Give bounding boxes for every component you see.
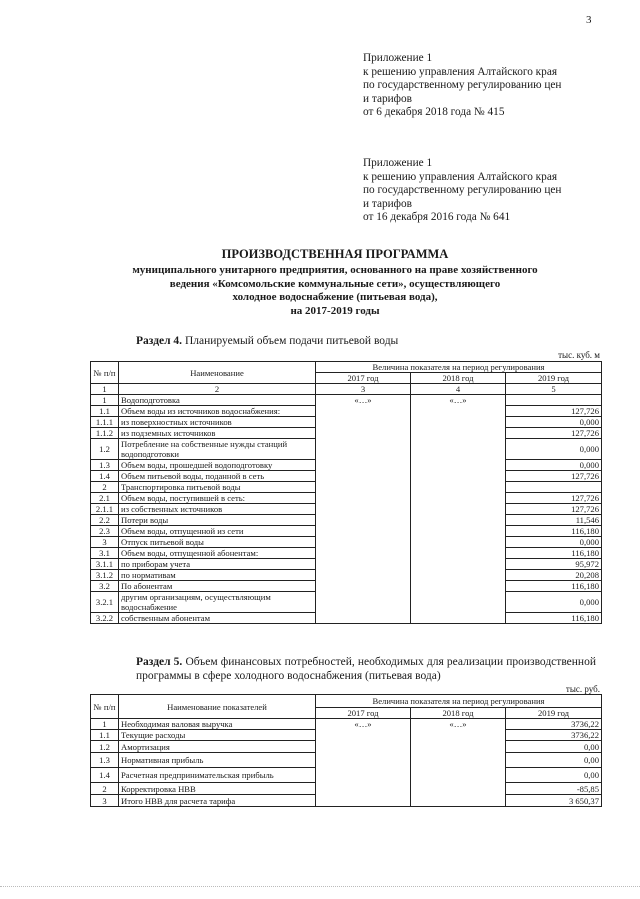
row-number: 1.3 bbox=[91, 753, 119, 768]
row-number: 1.2 bbox=[91, 741, 119, 753]
appendix-block-previous bbox=[363, 157, 561, 225]
row-number: 1.1.1 bbox=[91, 417, 119, 428]
row-name: Объем воды из источников водоснабжения: bbox=[119, 406, 316, 417]
appendix-line: к решению управления Алтайского края bbox=[363, 170, 558, 183]
appendix-line: от 16 декабря 2016 года № 641 bbox=[363, 211, 511, 224]
appendix-line: по государственному регулированию цен bbox=[363, 184, 562, 197]
value-2019: 127,726 bbox=[506, 406, 602, 417]
header-year-2017: 2017 год bbox=[316, 708, 411, 719]
row-name: Объем питьевой воды, поданной в сеть bbox=[119, 471, 316, 482]
value-2019: 127,726 bbox=[506, 471, 602, 482]
subtitle-line: холодное водоснабжение (питьевая вода), bbox=[232, 291, 438, 303]
row-name: из поверхностных источников bbox=[119, 417, 316, 428]
section5-title: Объем финансовых потребностей, необходимых для реализации производственной программы в сфере холодного водоснабжения (питьевая вода) bbox=[136, 656, 596, 682]
colnum: 2 bbox=[119, 384, 316, 395]
row-name: По абонентам bbox=[119, 581, 316, 592]
section5-label: Раздел 5. bbox=[136, 656, 183, 668]
value-2019: 127,726 bbox=[506, 428, 602, 439]
colnum: 3 bbox=[316, 384, 411, 395]
value-2019: 116,180 bbox=[506, 548, 602, 559]
value-2019: 0,00 bbox=[506, 741, 602, 753]
row-number: 1.1 bbox=[91, 406, 119, 417]
row-number: 1.4 bbox=[91, 768, 119, 783]
header-year-2019: 2019 год bbox=[506, 708, 602, 719]
row-number: 2.3 bbox=[91, 526, 119, 537]
appendix-line: Приложение 1 bbox=[363, 157, 433, 169]
colnum: 4 bbox=[411, 384, 506, 395]
section5-heading bbox=[136, 655, 596, 683]
section4-label: Раздел 4. bbox=[136, 335, 183, 347]
row-number: 3 bbox=[91, 537, 119, 548]
row-number: 3.1 bbox=[91, 548, 119, 559]
header-name: Наименование bbox=[119, 362, 316, 384]
value-2019: -85,85 bbox=[506, 783, 602, 795]
row-number: 1 bbox=[91, 719, 119, 730]
value-2019: 3 650,37 bbox=[506, 795, 602, 807]
value-2018: «…» bbox=[411, 395, 506, 624]
row-name: Корректировка НВВ bbox=[119, 783, 316, 795]
row-name: собственным абонентам bbox=[119, 613, 316, 624]
header-name: Наименование показателей bbox=[119, 695, 316, 719]
row-number: 3.2.1 bbox=[91, 592, 119, 613]
row-name: Объем воды, поступившей в сеть: bbox=[119, 493, 316, 504]
row-name: Объем воды, отпущенной из сети bbox=[119, 526, 316, 537]
section5-table bbox=[90, 694, 602, 807]
colnum: 1 bbox=[91, 384, 119, 395]
value-2019: 0,00 bbox=[506, 768, 602, 783]
value-2017: «…» bbox=[316, 395, 411, 624]
row-number: 3.2 bbox=[91, 581, 119, 592]
value-2019: 116,180 bbox=[506, 613, 602, 624]
value-2019: 0,000 bbox=[506, 417, 602, 428]
value-2019: 116,180 bbox=[506, 581, 602, 592]
document-title: ПРОИЗВОДСТВЕННАЯ ПРОГРАММА bbox=[221, 247, 449, 261]
appendix-line: и тарифов bbox=[363, 92, 412, 105]
row-name: по нормативам bbox=[119, 570, 316, 581]
subtitle-line: муниципального унитарного предприятия, основанного на праве хозяйственного bbox=[132, 264, 538, 276]
row-name: Отпуск питьевой воды bbox=[119, 537, 316, 548]
table-row bbox=[91, 719, 602, 730]
value-2019: 3736,22 bbox=[506, 730, 602, 741]
appendix-line: по государственному регулированию цен bbox=[363, 79, 562, 92]
row-number: 3 bbox=[91, 795, 119, 807]
appendix-line: от 6 декабря 2018 года № 415 bbox=[363, 106, 505, 119]
row-number: 3.2.2 bbox=[91, 613, 119, 624]
header-no: № п/п bbox=[91, 362, 119, 384]
value-2019: 20,208 bbox=[506, 570, 602, 581]
appendix-line: и тарифов bbox=[363, 197, 412, 210]
row-number: 1.1 bbox=[91, 730, 119, 741]
value-2019: 95,972 bbox=[506, 559, 602, 570]
row-name: Потери воды bbox=[119, 515, 316, 526]
row-name: Нормативная прибыль bbox=[119, 753, 316, 768]
section4-table bbox=[90, 361, 602, 624]
row-number: 2 bbox=[91, 783, 119, 795]
header-period: Величина показателя на период регулирования bbox=[316, 695, 602, 708]
value-2017: «…» bbox=[316, 719, 411, 807]
appendix-block-current bbox=[363, 52, 561, 120]
row-name: другим организациям, осуществляющим водоснабжение bbox=[119, 592, 316, 613]
section4-unit: тыс. куб. м bbox=[558, 350, 600, 360]
page-number: 3 bbox=[586, 14, 592, 26]
value-2019: 0,000 bbox=[506, 460, 602, 471]
value-2019 bbox=[506, 395, 602, 406]
page-footer-line bbox=[0, 886, 640, 887]
value-2019 bbox=[506, 482, 602, 493]
value-2019: 127,726 bbox=[506, 504, 602, 515]
subtitle-line: ведения «Комсомольские коммунальные сети», осуществляющего bbox=[169, 277, 501, 290]
value-2019: 0,000 bbox=[506, 537, 602, 548]
row-name: Текущие расходы bbox=[119, 730, 316, 741]
row-name: Итого НВВ для расчета тарифа bbox=[119, 795, 316, 807]
row-name: Необходимая валовая выручка bbox=[119, 719, 316, 730]
value-2019: 11,546 bbox=[506, 515, 602, 526]
value-2019: 0,000 bbox=[506, 439, 602, 460]
row-name: Расчетная предпринимательская прибыль bbox=[119, 768, 316, 783]
appendix-line: к решению управления Алтайского края bbox=[363, 65, 558, 78]
subtitle-line: на 2017-2019 годы bbox=[290, 304, 380, 317]
row-number: 2.2 bbox=[91, 515, 119, 526]
appendix-line: Приложение 1 bbox=[363, 52, 433, 64]
document-subtitle bbox=[70, 264, 600, 318]
row-number: 2.1.1 bbox=[91, 504, 119, 515]
row-name: Объем воды, отпущенной абонентам: bbox=[119, 548, 316, 559]
row-name: Потребление на собственные нужды станций водоподготовки bbox=[119, 439, 316, 460]
row-number: 3.1.1 bbox=[91, 559, 119, 570]
header-period: Величина показателя на период регулирования bbox=[316, 362, 602, 373]
header-year-2018: 2018 год bbox=[411, 373, 506, 384]
row-number: 1.3 bbox=[91, 460, 119, 471]
row-name: Водоподготовка bbox=[119, 395, 316, 406]
row-name: Объем воды, прошедшей водоподготовку bbox=[119, 460, 316, 471]
row-name: Амортизация bbox=[119, 741, 316, 753]
row-number: 1.2 bbox=[91, 439, 119, 460]
value-2019: 0,000 bbox=[506, 592, 602, 613]
value-2019: 116,180 bbox=[506, 526, 602, 537]
row-number: 3.1.2 bbox=[91, 570, 119, 581]
section4-title: Планируемый объем подачи питьевой воды bbox=[184, 335, 399, 347]
value-2019: 0,00 bbox=[506, 753, 602, 768]
row-number: 2 bbox=[91, 482, 119, 493]
value-2019: 127,726 bbox=[506, 493, 602, 504]
row-name: Транспортировка питьевой воды bbox=[119, 482, 316, 493]
row-name: из подземных источников bbox=[119, 428, 316, 439]
header-year-2018: 2018 год bbox=[411, 708, 506, 719]
section5-unit: тыс. руб. bbox=[565, 684, 600, 694]
section4-heading bbox=[136, 335, 398, 347]
row-number: 1.1.2 bbox=[91, 428, 119, 439]
colnum: 5 bbox=[506, 384, 602, 395]
header-year-2017: 2017 год bbox=[316, 373, 411, 384]
value-2018: «…» bbox=[411, 719, 506, 807]
row-number: 1 bbox=[91, 395, 119, 406]
table-row bbox=[91, 395, 602, 406]
row-name: по приборам учета bbox=[119, 559, 316, 570]
header-year-2019: 2019 год bbox=[506, 373, 602, 384]
row-number: 2.1 bbox=[91, 493, 119, 504]
value-2019: 3736,22 bbox=[506, 719, 602, 730]
row-name: из собственных источников bbox=[119, 504, 316, 515]
row-number: 1.4 bbox=[91, 471, 119, 482]
header-no: № п/п bbox=[91, 695, 119, 719]
